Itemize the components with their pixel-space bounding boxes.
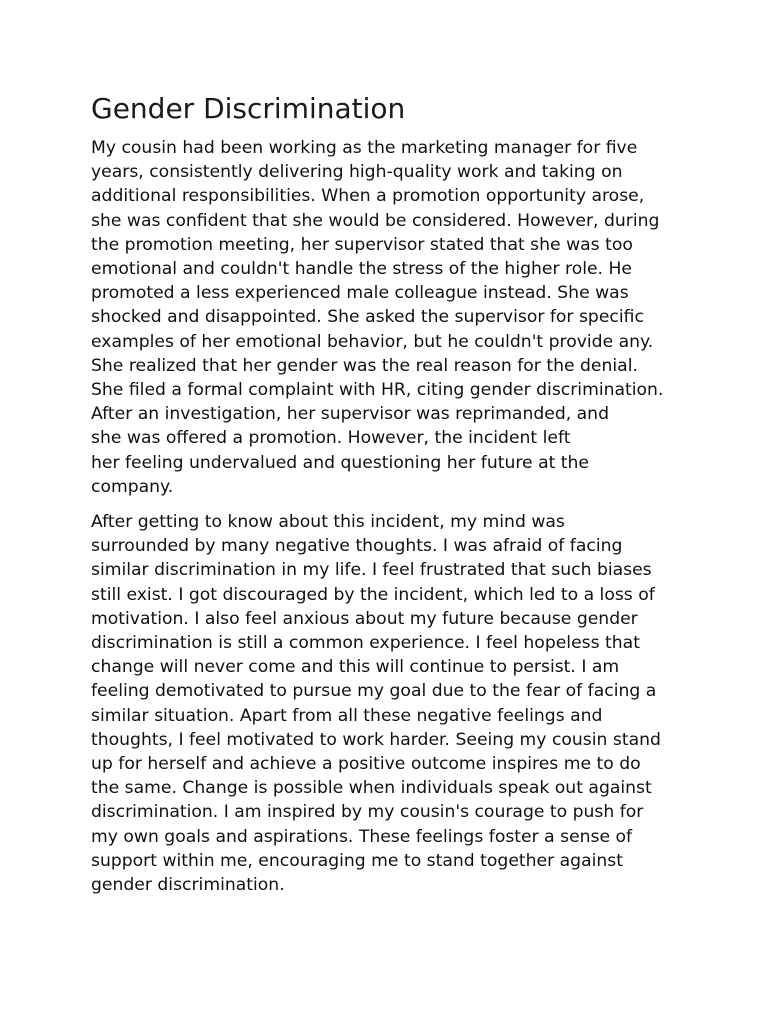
text-line: the same. Change is possible when individuals speak out against (91, 778, 652, 799)
text-line: additional responsibilities. When a promotion opportunity arose, (91, 186, 645, 207)
text-line: discrimination is still a common experience. I feel hopeless that (91, 633, 640, 654)
text-line: support within me, encouraging me to stand together against (91, 850, 623, 871)
text-line: After getting to know about this incident, my mind was (91, 512, 565, 533)
text-line: gender discrimination. (91, 875, 285, 896)
text-line: surrounded by many negative thoughts. I was afraid of facing (91, 536, 623, 557)
text-line: change will never come and this will continue to persist. I am (91, 657, 620, 678)
paragraph-1 (91, 136, 691, 499)
text-line: discrimination. I am inspired by my cousin's courage to push for (91, 802, 644, 823)
text-line: similar situation. Apart from all these negative feelings and (91, 705, 603, 726)
text-line: still exist. I got discouraged by the incident, which led to a loss of (91, 584, 655, 605)
text-line: my own goals and aspirations. These feelings foster a sense of (91, 826, 633, 847)
text-line: examples of her emotional behavior, but he couldn't provide any. (91, 331, 654, 352)
text-line: She realized that her gender was the real reason for the denial. (91, 355, 638, 376)
text-line: similar discrimination in my life. I feel frustrated that such biases (91, 560, 652, 581)
text-line: After an investigation, her supervisor was reprimanded, and (91, 404, 609, 425)
text-line: the promotion meeting, her supervisor stated that she was too (91, 234, 633, 255)
text-line: My cousin had been working as the marketing manager for five (91, 138, 638, 158)
text-line: up for herself and achieve a positive outcome inspires me to do (91, 754, 641, 775)
text-line: she was confident that she would be considered. However, during (91, 210, 660, 231)
text-line: promoted a less experienced male colleague instead. She was (91, 283, 629, 304)
text-line: motivation. I also feel anxious about my future because gender (91, 608, 638, 629)
text-line: emotional and couldn't handle the stress of the higher role. He (91, 259, 632, 280)
text-line: she was offered a promotion. However, the incident left (91, 428, 571, 449)
text-line: feeling demotivated to pursue my goal due to the fear of facing a (91, 681, 657, 702)
text-line: shocked and disappointed. She asked the supervisor for specific (91, 307, 644, 328)
paragraph-2 (91, 510, 691, 897)
page-title: Gender Discrimination (91, 92, 406, 125)
text-line: She filed a formal complaint with HR, citing gender discrimination. (91, 380, 664, 401)
text-line: company. (91, 476, 174, 497)
text-line: years, consistently delivering high-quality work and taking on (91, 162, 623, 183)
document-page (91, 88, 691, 908)
text-line: thoughts, I feel motivated to work harder. Seeing my cousin stand (91, 729, 661, 750)
text-line: her feeling undervalued and questioning her future at the (91, 452, 590, 473)
